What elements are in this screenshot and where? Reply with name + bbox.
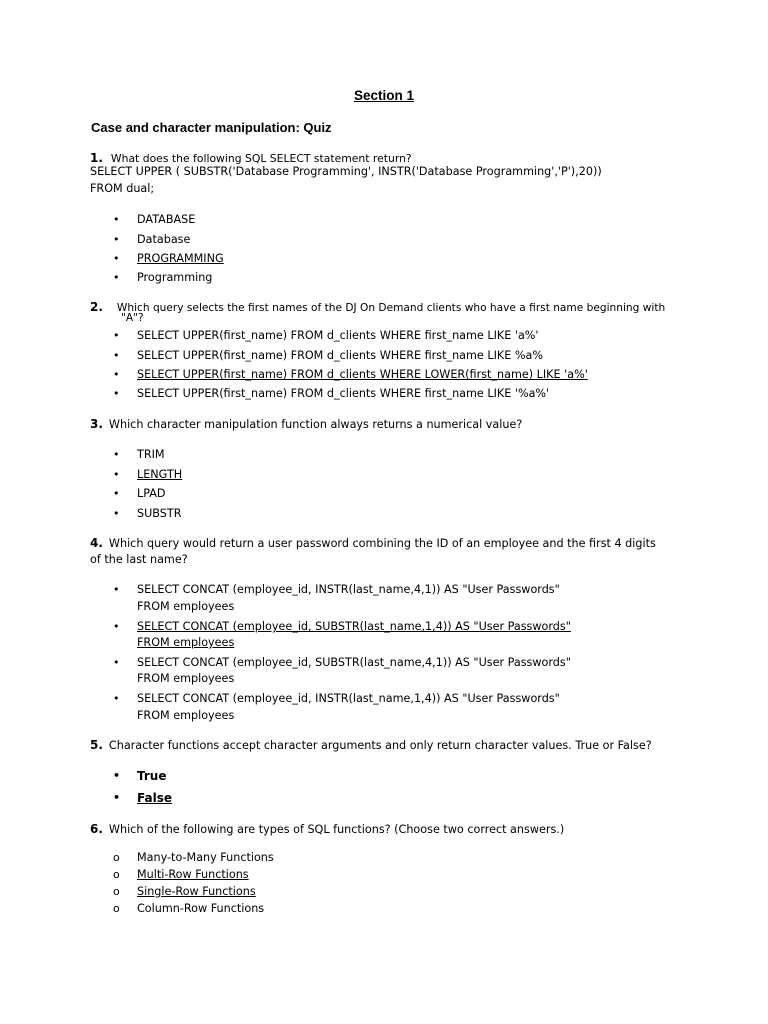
question-number: 6. <box>90 822 103 836</box>
question-4-text-line-2: of the last name? <box>90 553 188 566</box>
option-text: Many-to-Many Functions <box>137 851 274 864</box>
q5-option-b <box>113 790 172 806</box>
bullet-icon: • <box>113 692 120 705</box>
bullet-icon: • <box>113 213 120 226</box>
option-text: Database <box>137 233 191 246</box>
question-6 <box>90 821 564 838</box>
question-text: Which query selects the first names of the DJ On Demand clients who have a first name beginning with <box>116 302 666 314</box>
question-text: Character functions accept character arguments and only return character values. True or False? <box>108 739 652 752</box>
bullet-icon: • <box>113 271 120 284</box>
option-text: False <box>137 791 172 805</box>
q4-option-b-line-2: FROM employees <box>137 636 235 649</box>
option-text: SELECT CONCAT (employee_id, INSTR(last_name,1,4)) AS "User Passwords" <box>137 692 560 705</box>
question-text: Which query would return a user password combining the ID of an employee and the first 4 digits <box>108 537 656 550</box>
bullet-icon: • <box>113 487 120 500</box>
q1-option-b <box>113 232 191 248</box>
option-text: SELECT CONCAT (employee_id, SUBSTR(last_name,1,4)) AS "User Passwords" <box>137 620 571 633</box>
q2-option-c <box>113 367 588 383</box>
q6-option-c <box>113 884 256 900</box>
q1-option-a <box>113 212 196 228</box>
question-text: Which of the following are types of SQL functions? (Choose two correct answers.) <box>108 823 565 836</box>
question-3 <box>90 416 522 433</box>
question-number: 3. <box>90 417 103 431</box>
bullet-icon: • <box>113 448 120 461</box>
q3-option-d <box>113 506 182 522</box>
circle-bullet-icon: o <box>113 902 120 915</box>
option-text: SELECT CONCAT (employee_id, INSTR(last_name,4,1)) AS "User Passwords" <box>137 583 560 596</box>
option-text: DATABASE <box>137 213 196 226</box>
bullet-icon: • <box>113 583 120 596</box>
q2-option-a <box>113 328 539 344</box>
option-text: Multi-Row Functions <box>137 868 249 881</box>
question-2-text-line-2: "A"? <box>121 312 144 324</box>
option-text: SELECT UPPER(first_name) FROM d_clients WHERE first_name LIKE 'a%' <box>137 329 539 342</box>
option-text: Single-Row Functions <box>137 885 256 898</box>
q1-option-d <box>113 270 213 286</box>
q6-option-d <box>113 901 265 917</box>
bullet-icon: • <box>113 349 120 362</box>
question-1-code-line-2: FROM dual; <box>90 182 155 195</box>
option-text: LPAD <box>137 487 166 500</box>
bullet-icon: • <box>113 252 120 265</box>
option-text: SUBSTR <box>137 507 182 520</box>
option-text: TRIM <box>137 448 165 461</box>
section-title: Section 1 <box>354 88 415 103</box>
q4-option-a <box>113 582 560 598</box>
bullet-icon: • <box>113 329 120 342</box>
option-text: Column-Row Functions <box>137 902 265 915</box>
question-text: What does the following SQL SELECT statement return? <box>110 152 412 165</box>
bullet-icon: • <box>113 791 121 804</box>
bullet-icon: • <box>113 620 120 633</box>
q5-option-a <box>113 768 167 784</box>
bullet-icon: • <box>113 507 120 520</box>
circle-bullet-icon: o <box>113 885 120 898</box>
circle-bullet-icon: o <box>113 868 120 881</box>
option-text: PROGRAMMING <box>137 252 224 265</box>
q3-option-c <box>113 486 166 502</box>
option-text: SELECT UPPER(first_name) FROM d_clients WHERE first_name LIKE '%a%' <box>137 387 550 400</box>
bullet-icon: • <box>113 769 121 782</box>
question-text: Which character manipulation function always returns a numerical value? <box>108 418 523 431</box>
question-number: 4. <box>90 536 103 550</box>
question-number: 1. <box>90 151 103 165</box>
option-text: SELECT UPPER(first_name) FROM d_clients WHERE LOWER(first_name) LIKE 'a%' <box>137 368 588 381</box>
q4-option-c-line-2: FROM employees <box>137 672 235 685</box>
bullet-icon: • <box>113 368 120 381</box>
question-number: 5. <box>90 738 103 752</box>
bullet-icon: • <box>113 387 120 400</box>
q3-option-b <box>113 467 183 483</box>
option-text: LENGTH <box>137 468 183 481</box>
option-text: SELECT UPPER(first_name) FROM d_clients WHERE first_name LIKE %a% <box>137 349 543 362</box>
question-5 <box>90 737 652 754</box>
q4-option-c <box>113 655 571 671</box>
bullet-icon: • <box>113 468 120 481</box>
question-4 <box>90 535 656 552</box>
option-text: SELECT CONCAT (employee_id, SUBSTR(last_name,4,1)) AS "User Passwords" <box>137 656 571 669</box>
question-number: 2. <box>90 300 103 314</box>
question-1-code-line-1: SELECT UPPER ( SUBSTR('Database Programming', INSTR('Database Programming','P'),20)) <box>90 165 602 178</box>
q4-option-a-line-2: FROM employees <box>137 600 235 613</box>
q2-option-b <box>113 348 543 364</box>
q4-option-d <box>113 691 560 707</box>
q6-option-b <box>113 867 249 883</box>
circle-bullet-icon: o <box>113 851 120 864</box>
q6-option-a <box>113 850 274 866</box>
option-text: Programming <box>137 271 213 284</box>
q1-option-c <box>113 251 224 267</box>
q3-option-a <box>113 447 165 463</box>
bullet-icon: • <box>113 656 120 669</box>
option-text: True <box>137 769 167 783</box>
question-2 <box>90 299 665 316</box>
q2-option-d <box>113 386 550 402</box>
quiz-title: Case and character manipulation: Quiz <box>91 120 332 135</box>
q4-option-b <box>113 619 571 635</box>
bullet-icon: • <box>113 233 120 246</box>
q4-option-d-line-2: FROM employees <box>137 709 235 722</box>
